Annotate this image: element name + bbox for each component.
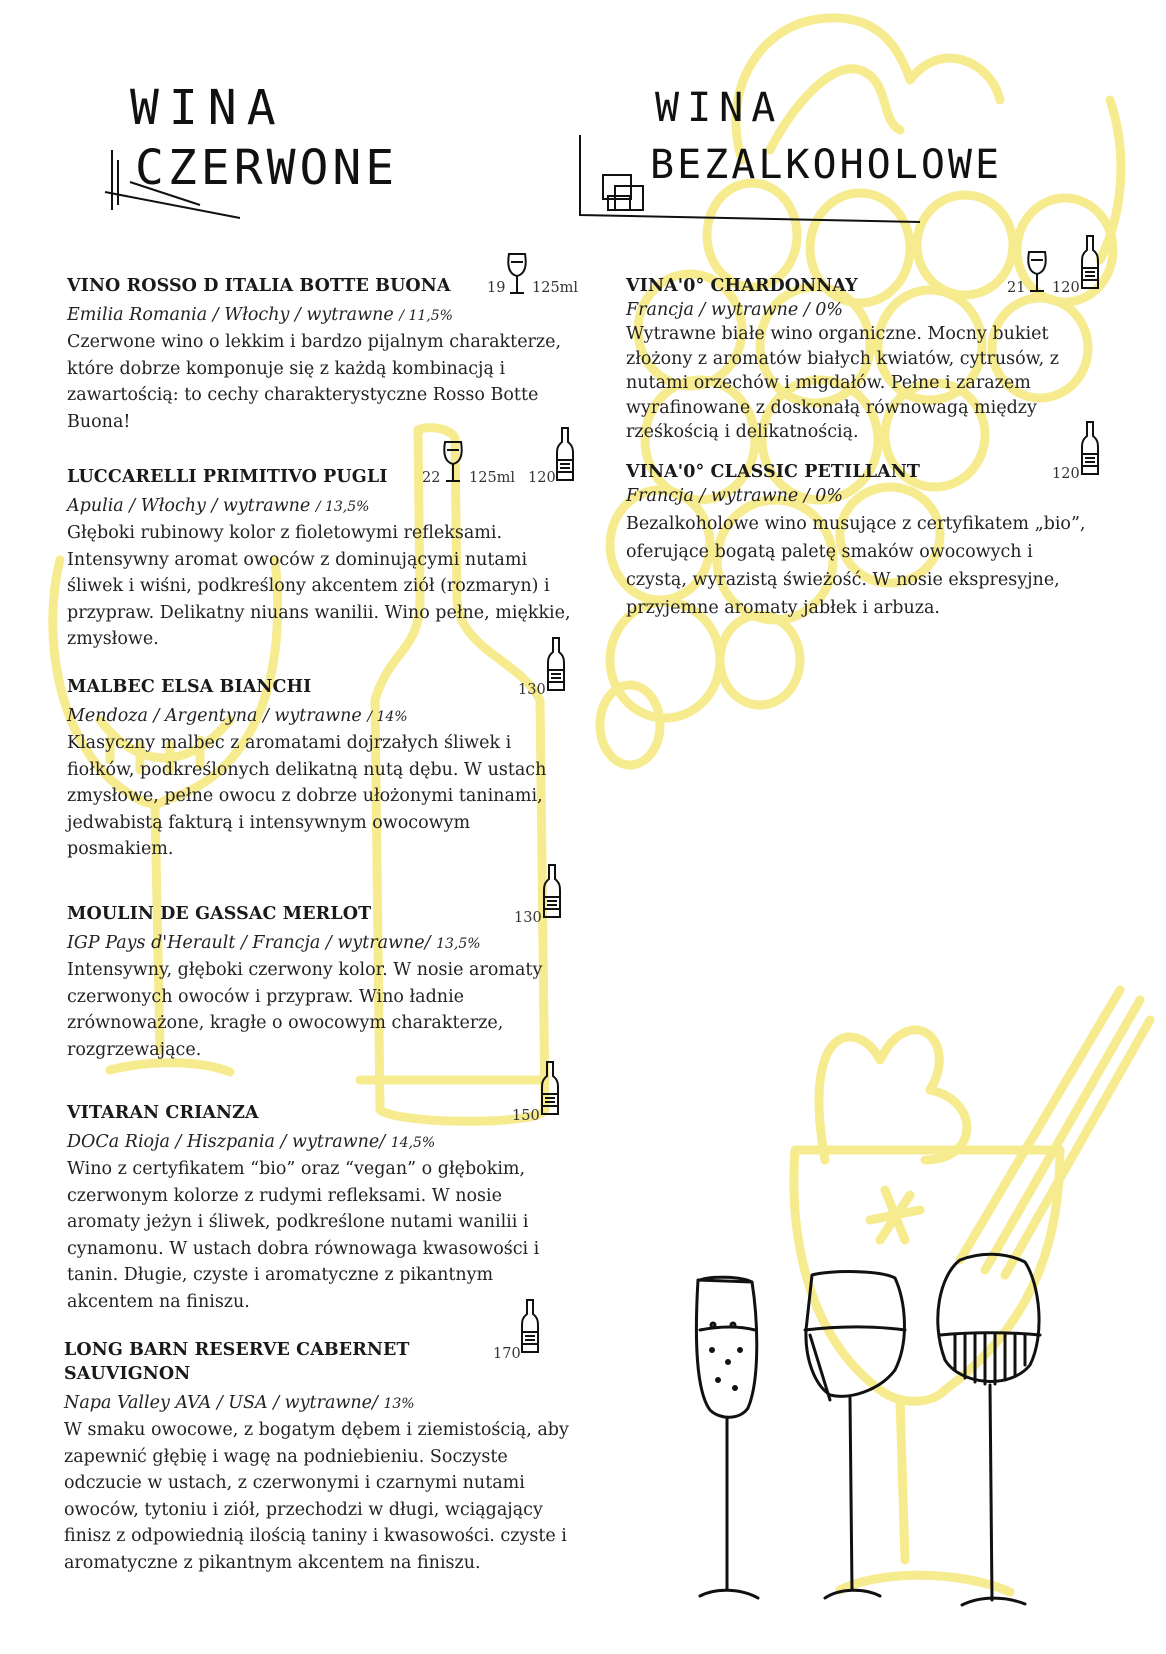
bottle-price: 120	[1052, 280, 1080, 296]
wine-description: Intensywny, głęboki czerwony kolor. W nosie aromaty czerwonych owoców i przypraw. Wino ładnie zrównoważone, kragłe o owocowym charakterze, rozgrzewające.	[67, 960, 543, 1060]
wine-abv: 13,5%	[436, 936, 481, 952]
page-subtitle: CZERWONE	[135, 140, 399, 196]
wine-description: Bezalkoholowe wino musujące z certyfikatem „bio”, oferujące bogatą paletę smaków owocowych i czystą, wyrazistą świeżość. W nosie ekspresyjne, przyjemne aromaty jabłek i arbuza.	[626, 514, 1086, 618]
wine-name: VINA'0° CHARDONNAY	[626, 276, 858, 296]
wine-name: MOULIN DE GASSAC MERLOT	[67, 904, 372, 924]
wine-glass-icon	[1025, 250, 1049, 294]
wine-item	[67, 902, 587, 1063]
wine-bottle-icon	[540, 1060, 560, 1118]
wine-description: W smaku owocowe, z bogatym dębem i ziemistością, aby zapewnić głębię i wagę na podniebieniu. Soczyste odczucie w ustach, z czerwonymi i czarnymi nutami owoców, tytoniu i ziół, przechodzi w długi, wciągający finisz z odpowiednią ilością taniny i kwasowości. czyste i aromatyczne z pikantnym akcentem na finiszu.	[64, 1420, 569, 1573]
wine-item	[64, 1338, 584, 1576]
wine-description: Wino z certyfikatem “bio” oraz “vegan” o głębokim, czerwonym kolorze z rudymi refleksami. W nosie aromaty jeżyn i śliwek, podkreślone nutami wanilii i cynamonu. W ustach dobra równowaga kwasowości i tanin. Długie, czyste i aromatyczne z pikantnym akcentem na finiszu.	[67, 1159, 540, 1312]
bottle-price: 150	[512, 1108, 540, 1124]
page-subtitle: BEZALKOHOLOWE	[650, 142, 1003, 188]
wine-origin: Apulia / Włochy / wytrawne / 13,5%	[67, 496, 370, 516]
wine-item	[67, 1101, 587, 1315]
glass-price: 19	[487, 280, 506, 296]
wine-description: Wytrawne białe wino organiczne. Mocny bukiet złożony z aromatów białych kwiatów, cytrusów, z nutami orzechów i migdałów. Pełne i zarazem wyrafinowane z doskonałą równowagą między rześkością i delikatnością.	[626, 324, 1059, 442]
wine-abv: / 14%	[367, 709, 408, 725]
wine-bottle-icon	[546, 636, 566, 694]
wine-origin: Francja / wytrawne / 0%	[626, 300, 843, 320]
bottle-price: 120	[528, 470, 556, 486]
wine-item	[67, 675, 587, 863]
wine-description: Głęboki rubinowy kolor z fioletowymi refleksami. Intensywny aromat owoców z dominującymi nutami śliwek i wiśni, podkreślony akcentem ziół (rozmaryn) i przypraw. Delikatny niuans wanilii. Wino pełne, miękkie, zmysłowe.	[67, 523, 571, 649]
wine-bottle-icon	[1080, 234, 1100, 292]
wine-bottle-icon	[555, 426, 575, 484]
wine-bottle-icon	[542, 863, 562, 921]
wine-abv: 14,5%	[390, 1135, 436, 1151]
wine-abv: / 11,5%	[399, 308, 453, 324]
wine-name: LUCCARELLI PRIMITIVO PUGLI	[67, 467, 388, 487]
wine-name: MALBEC ELSA BIANCHI	[67, 677, 312, 697]
wine-origin: Mendoza / Argentyna / wytrawne / 14%	[67, 706, 408, 726]
wine-name: VINO ROSSO D ITALIA BOTTE BUONA	[67, 276, 451, 296]
wine-name: LONG BARN RESERVE CABERNET	[64, 1340, 410, 1360]
wine-origin: Francja / wytrawne / 0%	[626, 486, 843, 506]
bottle-price: 130	[514, 910, 542, 926]
wine-glass-icon	[505, 252, 529, 296]
glass-volume: 125ml	[532, 280, 579, 296]
page-title: WINA	[130, 80, 286, 136]
wine-origin: IGP Pays d'Herault / Francja / wytrawne/ 13,5%	[67, 933, 481, 953]
wine-name-continued: SAUVIGNON	[64, 1364, 191, 1384]
wine-name: VITARAN CRIANZA	[67, 1103, 259, 1123]
wine-origin: Emilia Romania / Włochy / wytrawne / 11,5%	[67, 305, 453, 325]
wine-name: VINA'0° CLASSIC PETILLANT	[626, 462, 921, 482]
wine-item	[67, 274, 587, 435]
glass-price: 22	[422, 470, 441, 486]
bottle-price: 120	[1052, 466, 1080, 482]
wine-abv: 13%	[383, 1396, 415, 1412]
glass-price: 21	[1007, 280, 1026, 296]
wine-item	[626, 460, 1096, 622]
wine-item	[67, 465, 587, 653]
wine-bottle-icon	[520, 1298, 540, 1356]
wine-glass-icon	[441, 440, 465, 484]
page-title: WINA	[655, 85, 784, 131]
glass-volume: 125ml	[469, 470, 516, 486]
wine-bottle-icon	[1080, 420, 1100, 478]
wine-origin: Napa Valley AVA / USA / wytrawne/ 13%	[64, 1393, 415, 1413]
bottle-price: 130	[518, 682, 546, 698]
bottle-price: 170	[493, 1346, 521, 1362]
wine-description: Czerwone wino o lekkim i bardzo pijalnym charakterze, które dobrze komponuje się z każdą kombinacją i zawartością: to cechy charakterystyczne Rosso Botte Buona!	[67, 332, 562, 432]
wine-origin: DOCa Rioja / Hiszpania / wytrawne/ 14,5%	[67, 1132, 436, 1152]
wine-item	[626, 274, 1086, 445]
wine-description: Klasyczny malbec z aromatami dojrzałych śliwek i fiołków, podkreślonych delikatną nutą dębu. W ustach zmysłowe, pełne owocu z dobrze ułożonymi taninami, jedwabistą fakturą i intensywnym owocowym posmakiem.	[67, 733, 547, 859]
wine-abv: / 13,5%	[315, 499, 370, 515]
